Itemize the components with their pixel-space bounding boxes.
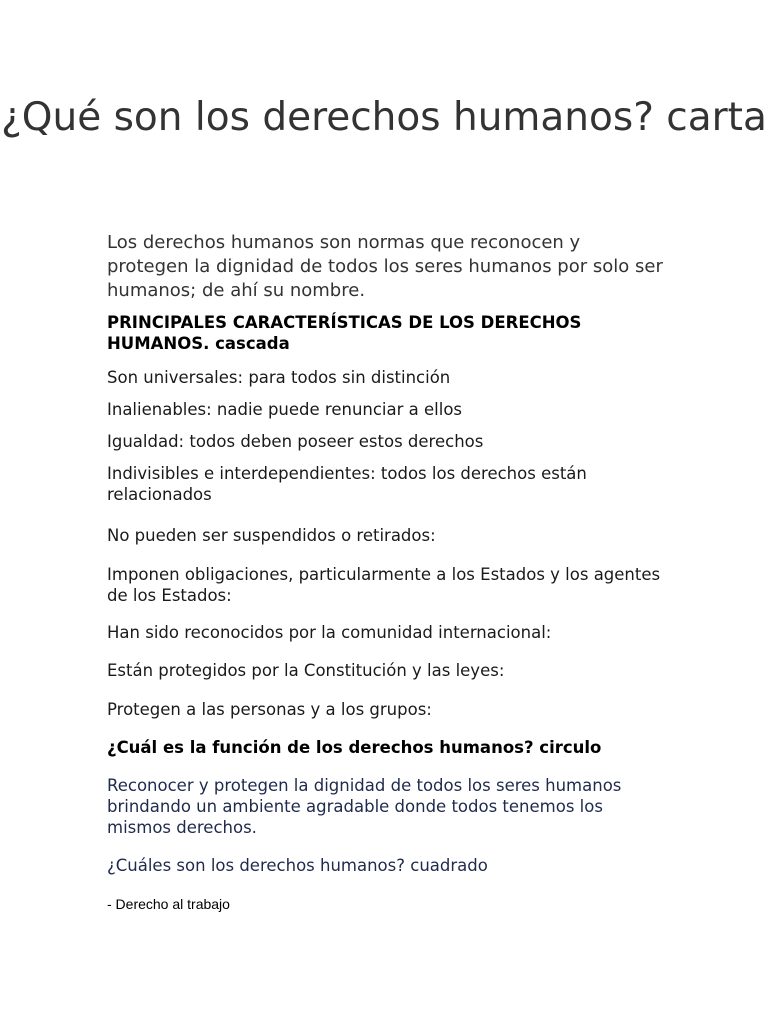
characteristic-item: Imponen obligaciones, particularmente a los Estados y los agentes de los Estados: [107,565,661,605]
characteristic-item: Protegen a las personas y a los grupos: [107,700,432,719]
characteristic-item: Igualdad: todos deben poseer estos derechos [107,432,484,451]
characteristic-item: No pueden ser suspendidos o retirados: [107,526,436,545]
rights-list-item: - Derecho al trabajo [107,896,230,912]
function-heading: ¿Cuál es la función de los derechos humanos? circulo [107,738,602,757]
characteristic-item: Están protegidos por la Constitución y las leyes: [107,661,505,680]
characteristic-item: Indivisibles e interdependientes: todos los derechos están relacionados [107,464,587,504]
which-rights-question: ¿Cuáles son los derechos humanos? cuadrado [107,856,488,875]
page-title: ¿Qué son los derechos humanos? carta [1,95,767,140]
intro-paragraph: Los derechos humanos son normas que reconocen y protegen la dignidad de todos los seres humanos por solo ser humanos; de ahí su nombre. [107,232,663,301]
characteristic-item: Son universales: para todos sin distinción [107,368,451,387]
characteristic-item: Inalienables: nadie puede renunciar a ellos [107,400,463,419]
characteristic-item: Han sido reconocidos por la comunidad internacional: [107,623,552,642]
characteristics-heading: PRINCIPALES CARACTERÍSTICAS DE LOS DERECHOS HUMANOS. cascada [107,313,582,353]
function-answer: Reconocer y protegen la dignidad de todos los seres humanos brindando un ambiente agradable donde todos tenemos los mismos derechos. [107,776,622,837]
